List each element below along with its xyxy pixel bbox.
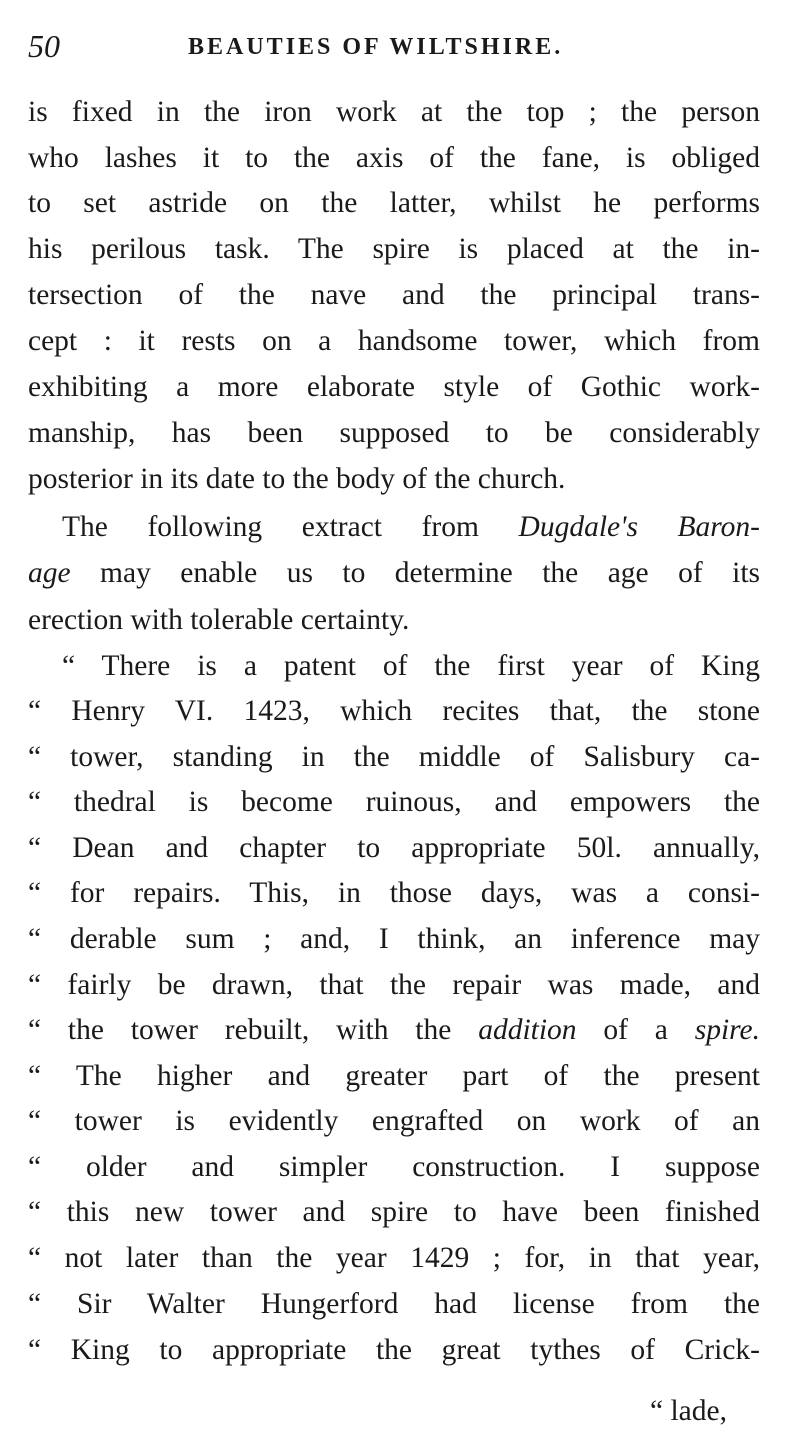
- text-line: [28, 183, 760, 223]
- text-line: [28, 553, 760, 593]
- text-line: [28, 459, 740, 499]
- italic-text: spire.: [694, 1014, 760, 1046]
- text-line: [28, 1056, 760, 1096]
- text-segment: erection with tolerable certainty.: [28, 604, 410, 636]
- text-line: [28, 828, 760, 868]
- catchword: “ lade,: [650, 1395, 727, 1427]
- text-line: [28, 737, 760, 777]
- running-title: BEAUTIES OF WILTSHIRE.: [188, 34, 564, 60]
- text-line: [28, 1010, 760, 1050]
- text-line: [62, 507, 760, 547]
- text-line: [62, 646, 760, 686]
- text-segment: “ tower is evidently engrafted on work of an: [28, 1105, 760, 1137]
- text-segment: “ derable sum ; and, I think, an inference may: [28, 923, 760, 955]
- italic-text: age: [28, 557, 71, 589]
- page-number: 50: [28, 28, 60, 64]
- text-segment: “ Dean and chapter to appropriate 50l. annually,: [28, 832, 760, 864]
- text-segment: “ this new tower and spire to have been finished: [28, 1196, 760, 1228]
- running-header: [28, 28, 768, 72]
- text-segment: is fixed in the iron work at the top ; the person: [28, 96, 760, 128]
- text-segment: “ the tower rebuilt, with the: [28, 1014, 479, 1046]
- text-segment: “ for repairs. This, in those days, was a consi-: [28, 877, 760, 909]
- text-segment: “ older and simpler construction. I suppose: [28, 1151, 760, 1183]
- text-segment: tersection of the nave and the principal trans-: [28, 279, 760, 311]
- italic-text: Dugdale's Baron-: [518, 511, 760, 543]
- text-line: [28, 367, 760, 407]
- text-line: [28, 1192, 760, 1232]
- text-segment: may enable us to determine the age of its: [70, 557, 760, 589]
- text-line: [28, 413, 760, 453]
- text-segment: “ The higher and greater part of the present: [28, 1060, 760, 1092]
- text-segment: manship, has been supposed to be considerably: [28, 417, 760, 449]
- text-line: [28, 1330, 760, 1370]
- text-segment: his perilous task. The spire is placed at the in-: [28, 233, 760, 265]
- text-line: [28, 229, 760, 269]
- text-segment: cept : it rests on a handsome tower, which from: [28, 325, 760, 357]
- text-line: [28, 919, 760, 959]
- text-line: [28, 873, 760, 913]
- text-line: [28, 1284, 760, 1324]
- text-segment: posterior in its date to the body of the church.: [28, 463, 566, 495]
- text-segment: to set astride on the latter, whilst he performs: [28, 187, 760, 219]
- text-segment: “ fairly be drawn, that the repair was made, and: [28, 969, 760, 1001]
- text-segment: “ King to appropriate the great tythes of Crick-: [28, 1334, 760, 1366]
- text-segment: “ not later than the year 1429 ; for, in that year,: [28, 1242, 760, 1274]
- text-segment: of a: [576, 1014, 695, 1046]
- text-line: [28, 782, 760, 822]
- text-line: [28, 138, 760, 178]
- text-segment: The following extract from: [62, 511, 519, 543]
- text-line: [28, 691, 760, 731]
- text-segment: “ thedral is become ruinous, and empowers the: [28, 786, 760, 818]
- text-line: [28, 92, 760, 132]
- text-segment: “ There is a patent of the first year of King: [62, 650, 760, 682]
- text-line: [28, 600, 488, 640]
- text-segment: who lashes it to the axis of the fane, is obliged: [28, 142, 760, 174]
- text-segment: “ Sir Walter Hungerford had license from the: [28, 1288, 760, 1320]
- text-line: [28, 1101, 760, 1141]
- text-segment: exhibiting a more elaborate style of Gothic work-: [28, 371, 760, 403]
- text-line: [28, 1147, 760, 1187]
- text-segment: “ Henry VI. 1423, which recites that, the stone: [28, 695, 760, 727]
- italic-text: addition: [478, 1014, 577, 1046]
- text-line: [28, 321, 760, 361]
- text-segment: “ tower, standing in the middle of Salisbury ca-: [28, 741, 760, 773]
- text-line: [28, 965, 760, 1005]
- text-line: [28, 275, 760, 315]
- text-line: [28, 1238, 760, 1278]
